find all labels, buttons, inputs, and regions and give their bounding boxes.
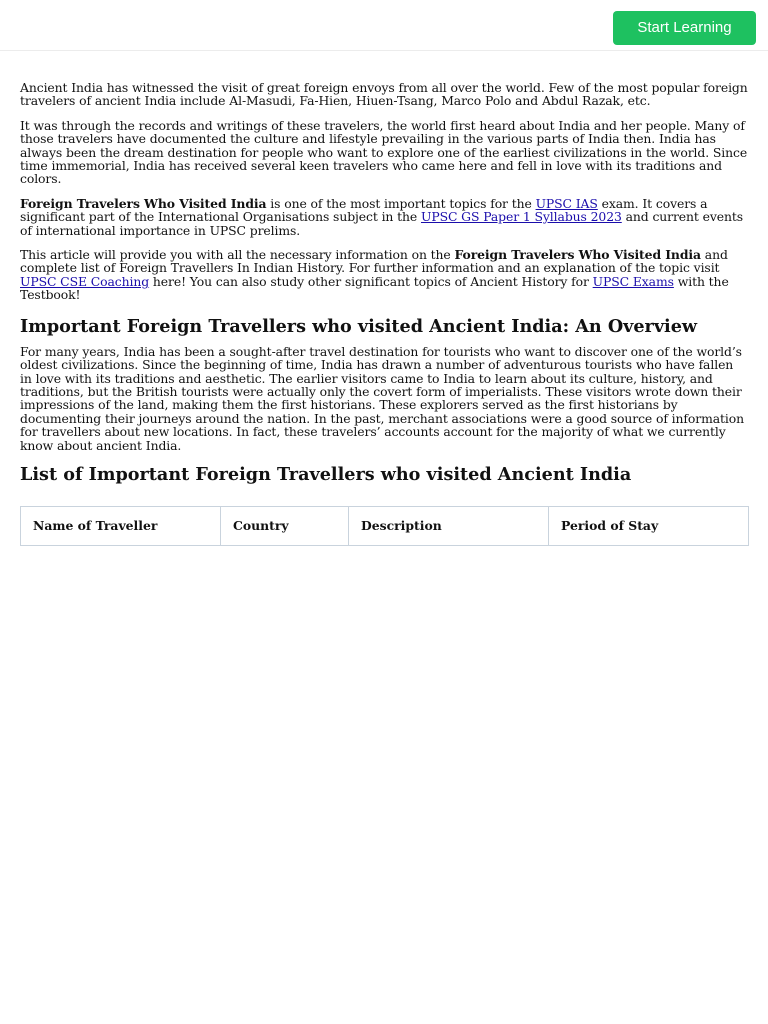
overview-paragraph: For many years, India has been a sought-after travel destination for tourists who want to discover one of the world’s oldest civilizations. Since the beginning of time, India has drawn a number of adventurous tourists who have fallen in love with its traditions and aesthetic. The earlier visitors came to India to learn about its culture, history, and traditions, but the British tourists were actually only the covert form of imperialists. These visitors wrote down their impressions of the land, making them the first historians. These explorers served as the first historians by documenting their journeys around the nation. In the past, merchant associations were a good source of information for travellers about new locations. In fact, these travelers’ accounts account for the majority of what we currently know about ancient India. — [20, 343, 745, 453]
table-header-row — [21, 506, 749, 545]
intro-paragraph: Ancient India has witnessed the visit of great foreign envoys from all over the world. Few of the most popular foreign travelers of ancient India include Al-Masudi, Fa-Hien, Hiuen-Tsang, Marco Polo and Abdul Razak, etc. — [20, 80, 748, 109]
header-period-of-stay: Period of Stay — [549, 506, 749, 545]
topic-bold-text: Foreign Travelers Who Visited India — [454, 247, 701, 263]
upsc-cse-coaching-link[interactable]: UPSC CSE Coaching — [20, 273, 150, 289]
header-description: Description — [349, 506, 549, 545]
article-content — [20, 81, 748, 546]
paragraph-text: and current events of international importance in UPSC prelims. — [20, 209, 744, 238]
paragraph-text: here! You can also study other significant topics of Ancient History for — [149, 273, 593, 289]
header-country: Country — [221, 506, 349, 545]
upsc-ias-link[interactable]: UPSC IAS — [535, 195, 598, 211]
upsc-gs-paper-link[interactable]: UPSC GS Paper 1 Syllabus 2023 — [420, 209, 622, 225]
paragraph-text: exam. It covers a significant part of the International Organisations subject in the — [20, 195, 708, 225]
travellers-table — [20, 506, 749, 546]
upsc-exams-link[interactable]: UPSC Exams — [592, 273, 674, 289]
overview-heading: Important Foreign Travellers who visited Ancient India: An Overview — [20, 315, 698, 337]
paragraph-text: is one of the most important topics for the — [266, 195, 536, 211]
header-name-of-traveller: Name of Traveller — [21, 506, 221, 545]
info-paragraph — [20, 248, 748, 302]
topic-paragraph — [20, 197, 748, 237]
paragraph-text: and complete list of Foreign Travellers In Indian History. For further information and an explanation of the topic visit — [20, 247, 728, 276]
records-paragraph: It was through the records and writings of these travelers, the world first heard about India and her people. Many of those travelers have documented the culture and lifestyle prevailing in the various parts of India then. India has always been the dream destination for people who want to explore one of the earliest civilizations in the world. Since time immemorial, India has received several keen travelers who came here and fell in love with its traditions and colors. — [20, 117, 748, 187]
paragraph-text: with the Testbook! — [20, 273, 729, 303]
topic-bold-text: Foreign Travelers Who Visited India — [20, 195, 267, 211]
top-bar — [0, 0, 768, 51]
start-learning-button[interactable]: Start Learning — [613, 11, 756, 45]
paragraph-text: This article will provide you with all the necessary information on the — [20, 247, 455, 263]
list-heading: List of Important Foreign Travellers who visited Ancient India — [20, 463, 632, 485]
